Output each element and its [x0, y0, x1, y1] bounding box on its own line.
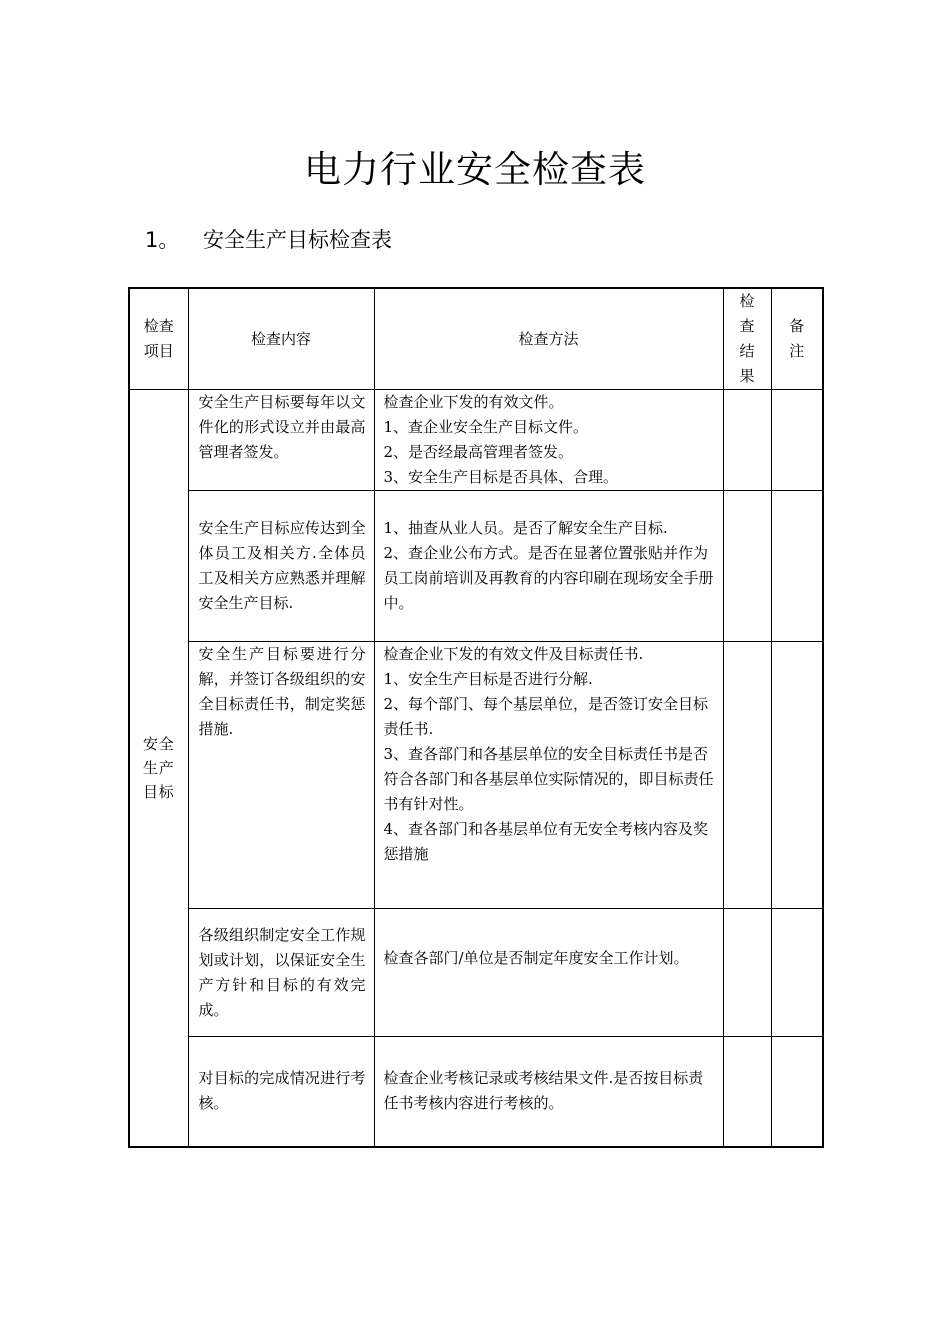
method-line: 检查各部门/单位是否制定年度安全工作计划。: [383, 949, 689, 967]
method-line: 检查企业下发的有效文件及目标责任书.: [383, 645, 644, 663]
section-title: 安全生产目标检查表: [203, 228, 392, 252]
check-content: 安全生产目标要每年以文件化的形式设立并由最高管理者签发。: [188, 390, 374, 491]
note-cell[interactable]: [771, 909, 823, 1037]
method-line: 检查企业下发的有效文件。: [383, 393, 564, 411]
header-method: 检查方法: [374, 288, 723, 390]
check-method: [374, 909, 723, 1037]
note-cell[interactable]: [771, 390, 823, 491]
result-cell[interactable]: [723, 642, 771, 909]
method-line: 1、安全生产目标是否进行分解.: [383, 670, 593, 688]
header-note-text: 备注: [789, 317, 805, 360]
check-content: 各级组织制定安全工作规划或计划，以保证安全生产方针和目标的有效完成。: [188, 909, 374, 1037]
check-content: 对目标的完成情况进行考核。: [188, 1037, 374, 1147]
section-number: 1。: [145, 228, 180, 252]
header-result: [723, 288, 771, 390]
table-row: [129, 390, 823, 491]
table-row: [129, 1037, 823, 1147]
method-line: 4、查各部门和各基层单位有无安全考核内容及奖惩措施: [383, 820, 709, 863]
check-method: [374, 390, 723, 491]
category-cell: [129, 390, 188, 1147]
header-item: 检查项目: [129, 288, 188, 390]
result-cell[interactable]: [723, 909, 771, 1037]
inspection-table: [128, 287, 824, 1148]
method-line: 3、安全生产目标是否具体、合理。: [383, 468, 619, 486]
check-method: [374, 642, 723, 909]
header-result-text: 检查结果: [739, 292, 755, 385]
document-title: 电力行业安全检查表: [304, 148, 646, 191]
method-line: 1、抽查从业人员。是否了解安全生产目标.: [383, 519, 668, 537]
category-label: 安全生产目标: [143, 734, 175, 801]
header-content: 检查内容: [188, 288, 374, 390]
header-note: [771, 288, 823, 390]
table-row: [129, 642, 823, 909]
header-row: [129, 288, 823, 390]
check-method: [374, 1037, 723, 1147]
note-cell[interactable]: [771, 642, 823, 909]
section-heading: [145, 224, 392, 256]
check-method: [374, 491, 723, 642]
method-line: 2、查企业公布方式。是否在显著位置张贴并作为员工岗前培训及再教育的内容印刷在现场安全手册中。: [383, 544, 714, 612]
check-content: 安全生产目标要进行分解，并签订各级组织的安全目标责任书，制定奖惩措施.: [188, 642, 374, 909]
table-row: [129, 491, 823, 642]
result-cell[interactable]: [723, 390, 771, 491]
method-line: 2、是否经最高管理者签发。: [383, 443, 574, 461]
table-row: [129, 909, 823, 1037]
method-line: 1、查企业安全生产目标文件。: [383, 418, 589, 436]
check-content: 安全生产目标应传达到全体员工及相关方.全体员工及相关方应熟悉并理解安全生产目标.: [188, 491, 374, 642]
note-cell[interactable]: [771, 1037, 823, 1147]
result-cell[interactable]: [723, 491, 771, 642]
method-line: 3、查各部门和各基层单位的安全目标责任书是否符合各部门和各基层单位实际情况的，即目标责任书有针对性。: [383, 745, 714, 813]
result-cell[interactable]: [723, 1037, 771, 1147]
note-cell[interactable]: [771, 491, 823, 642]
method-line: 检查企业考核记录或考核结果文件.是否按目标责任书考核内容进行考核的。: [383, 1069, 704, 1113]
method-line: 2、每个部门、每个基层单位，是否签订安全目标责任书.: [383, 695, 709, 738]
